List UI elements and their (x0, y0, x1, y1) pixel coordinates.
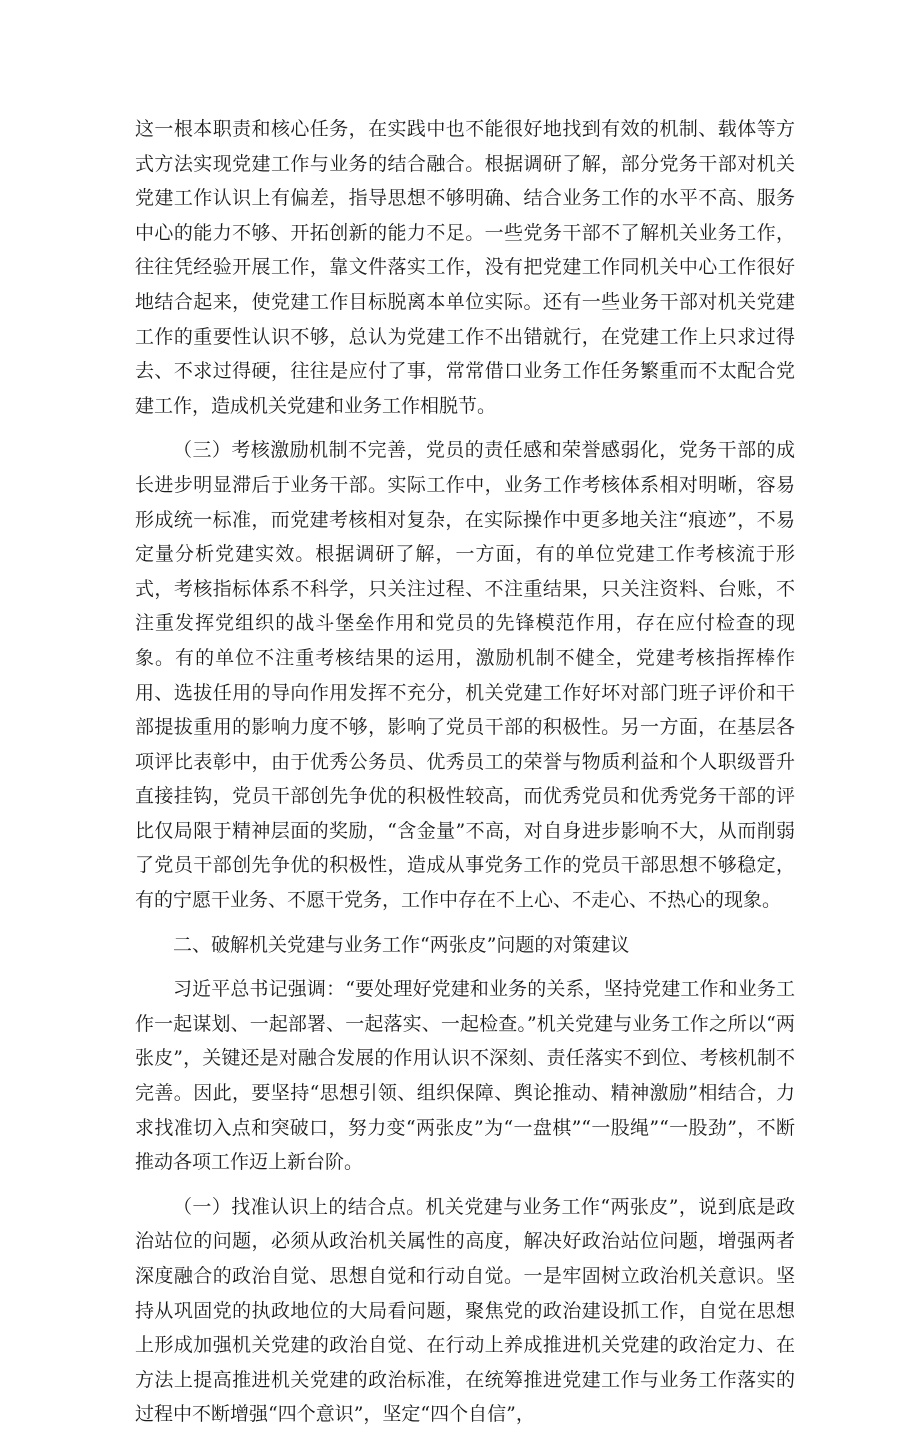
paragraph-xi-quote: 习近平总书记强调：“要处理好党建和业务的关系，坚持党建工作和业务工作一起谋划、一起部署、一起落实、一起检查。”机关党建与业务工作之所以“两张皮”，关键还是对融合发展的作用认识不深刻、责任落实不到位、考核机制不完善。因此，要坚持“思想引领、组织保障、舆论推动、精神激励”相结合，力求找准切入点和突破口，努力变“两张皮”为“一盘棋”“一股绳”“一股劲”，不断推动各项工作迈上新台阶。 (135, 978, 795, 1174)
paragraph-section-three: （三）考核激励机制不完善，党员的责任感和荣誉感弱化，党务干部的成长进步明显滞后于业务干部。实际工作中，业务工作考核体系相对明晰，容易形成统一标准，而党建考核相对复杂，在实际操作中更多地关注“痕迹”，不易定量分析党建实效。根据调研了解，一方面，有的单位党建工作考核流于形式，考核指标体系不科学，只关注过程、不注重结果，只关注资料、台账，不注重发挥党组织的战斗堡垒作用和党员的先锋模范作用，存在应付检查的现象。有的单位不注重考核结果的运用，激励机制不健全，党建考核指挥棒作用、选拔任用的导向作用发挥不充分，机关党建工作好坏对部门班子评价和干部提拔重用的影响力度不够，影响了党员干部的积极性。另一方面，在基层各项评比表彰中，由于优秀公务员、优秀员工的荣誉与物质利益和个人职级晋升直接挂钩，党员干部创先争优的积极性较高，而优秀党员和优秀党务干部的评比仅局限于精神层面的奖励，“含金量”不高，对自身进步影响不大，从而削弱了党员干部创先争优的积极性，造成从事党务工作的党员干部思想不够稳定，有的宁愿干业务、不愿干党务，工作中存在不上心、不走心、不热心的现象。 (135, 439, 795, 912)
document-body (135, 112, 795, 1432)
section-heading-two: 二、破解机关党建与业务工作“两张皮”问题的对策建议 (173, 933, 630, 956)
paragraph-subsection-one: （一）找准认识上的结合点。机关党建与业务工作“两张皮”，说到底是政治站位的问题，必须从政治机关属性的高度，解决好政治站位问题，增强两者深度融合的政治自觉、思想自觉和行动自觉。一是牢固树立政治机关意识。坚持从巩固党的执政地位的大局看问题，聚焦党的政治建设抓工作，自觉在思想上形成加强机关党建的政治自觉、在行动上养成推进机关党建的政治定力、在方法上提高推进机关党建的政治标准，在统筹推进党建工作与业务工作落实的过程中不断增强“四个意识”，坚定“四个自信”， (135, 1195, 795, 1426)
paragraph-continuation: 这一根本职责和核心任务，在实践中也不能很好地找到有效的机制、载体等方式方法实现党建工作与业务的结合融合。根据调研了解，部分党务干部对机关党建工作认识上有偏差，指导思想不够明确、结合业务工作的水平不高、服务中心的能力不够、开拓创新的能力不足。一些党务干部不了解机关业务工作，往往凭经验开展工作，靠文件落实工作，没有把党建工作同机关中心工作很好地结合起来，使党建工作目标脱离本单位实际。还有一些业务干部对机关党建工作的重要性认识不够，总认为党建工作不出错就行，在党建工作上只求过得去、不求过得硬，往往是应付了事，常常借口业务工作任务繁重而不太配合党建工作，造成机关党建和业务工作相脱节。 (135, 118, 795, 417)
